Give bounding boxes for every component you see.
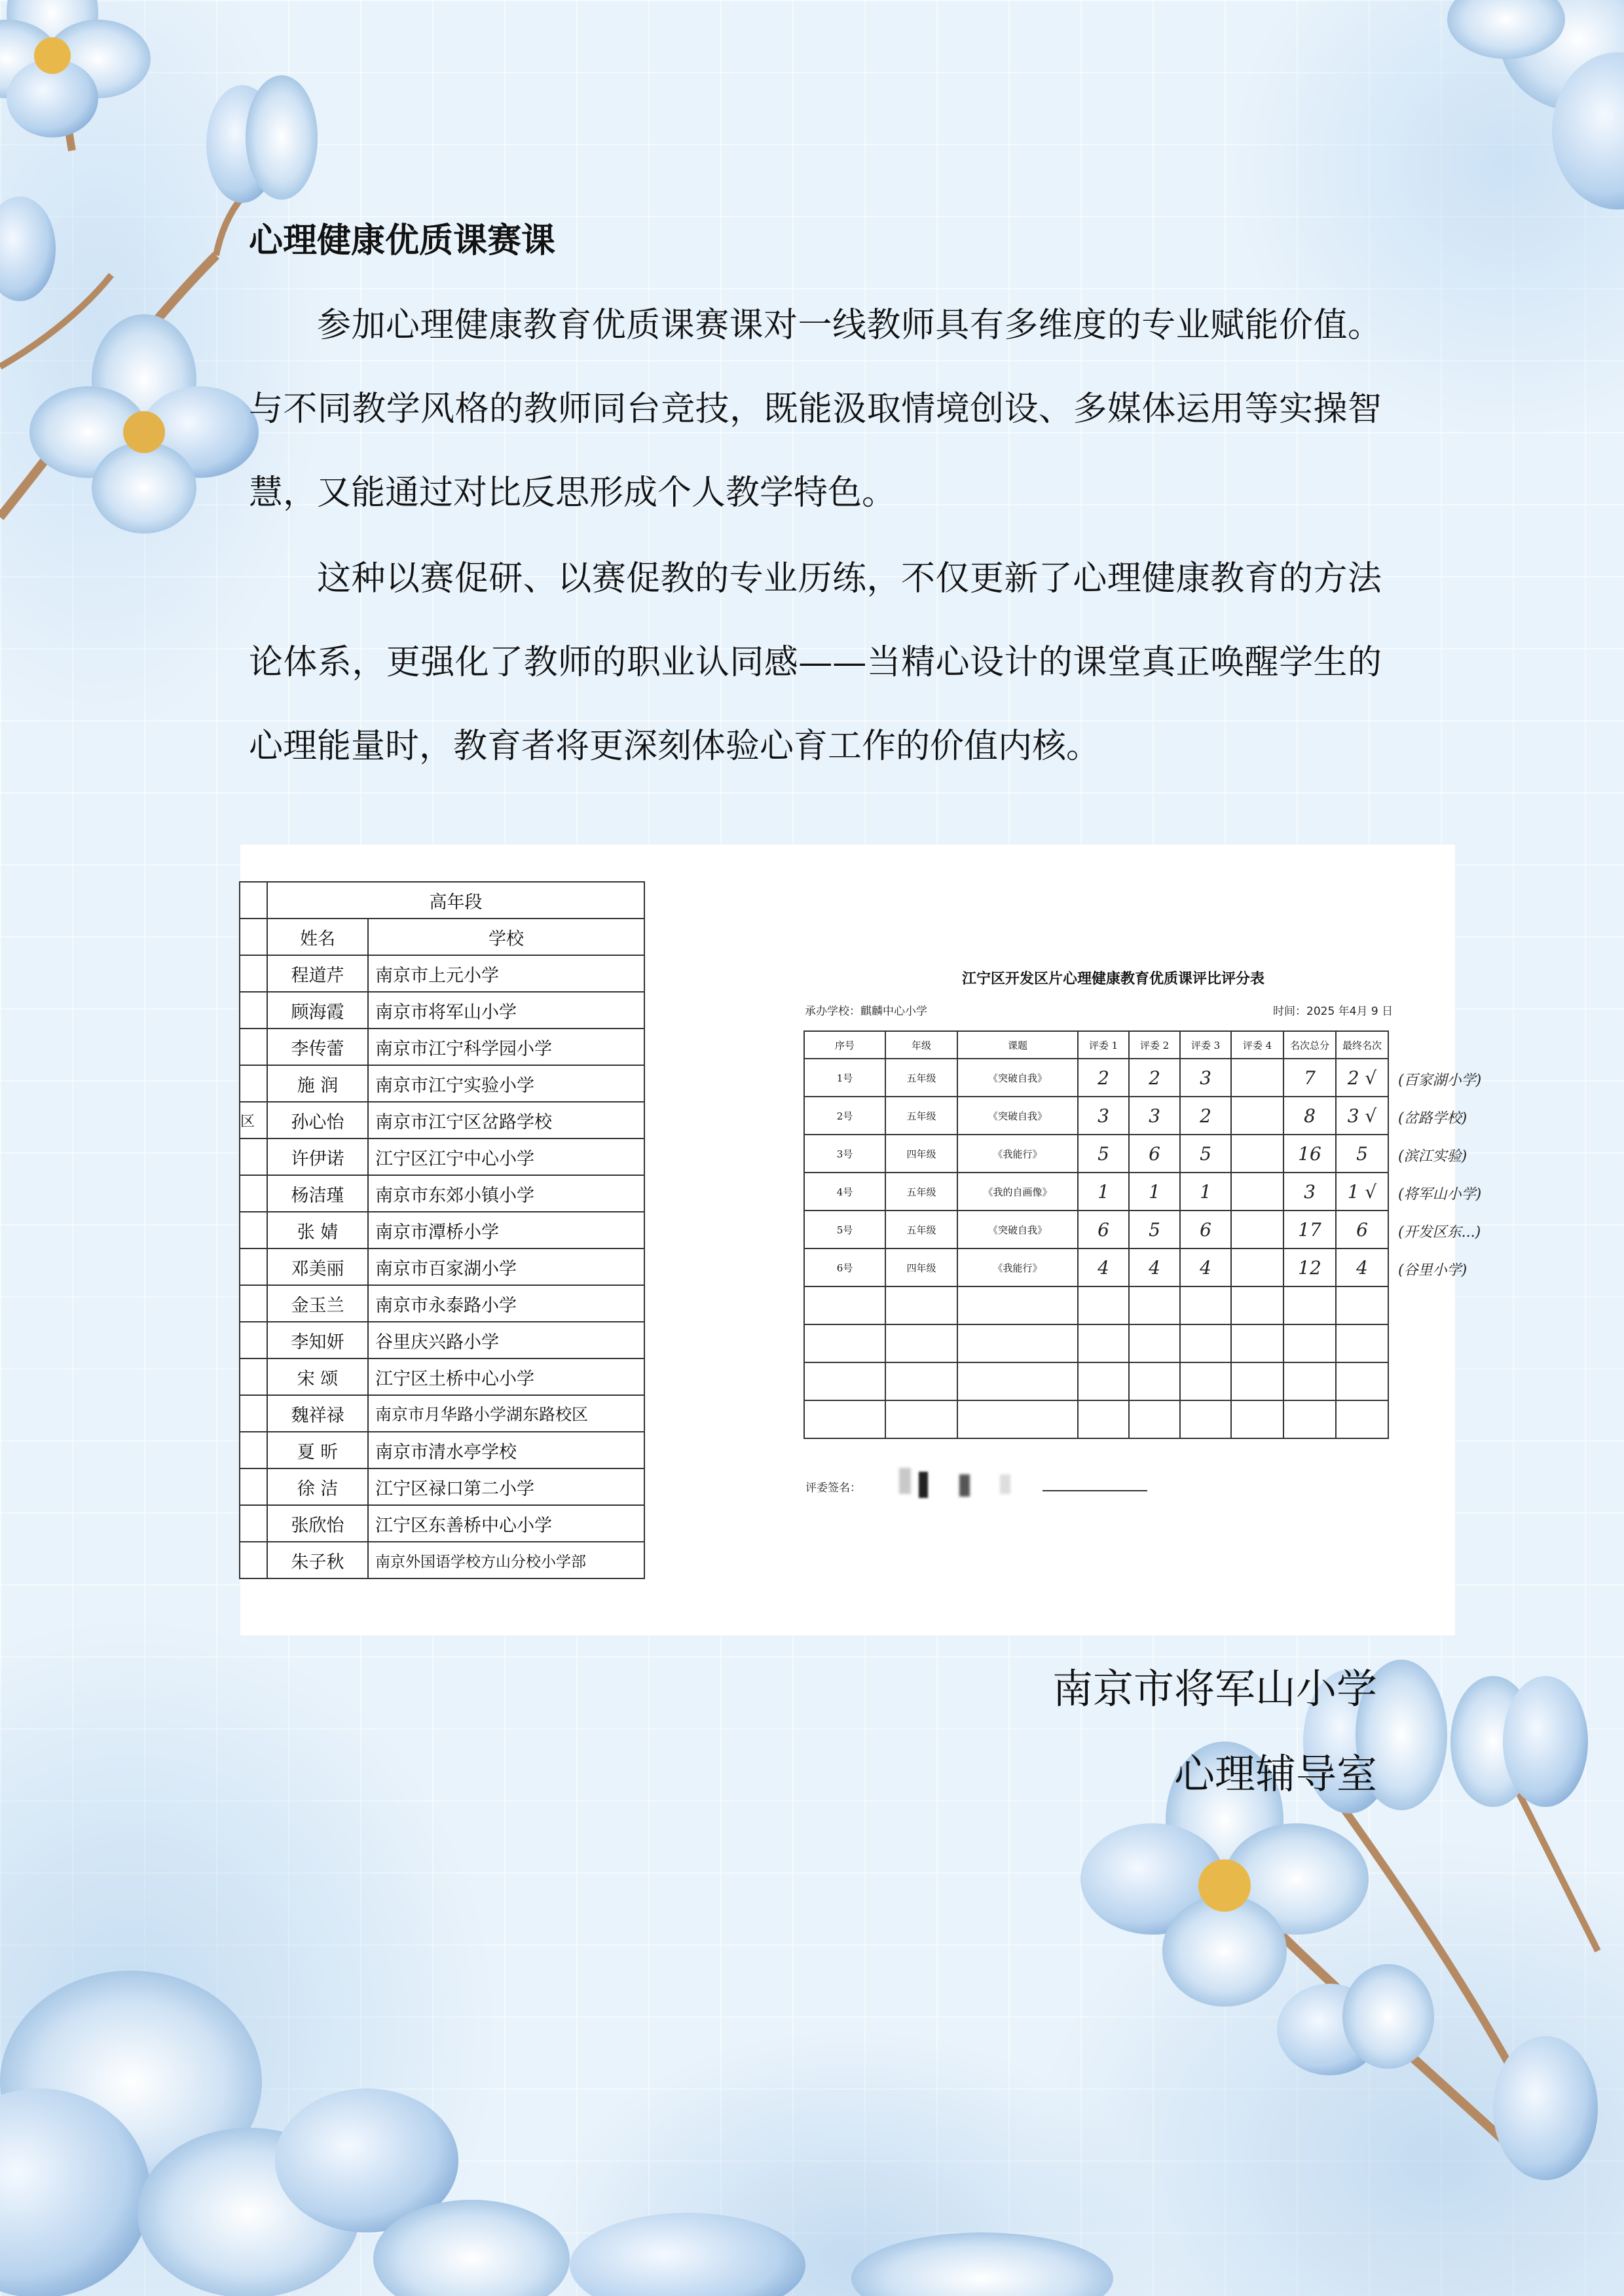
judge-signature-label: 评委签名： xyxy=(805,1482,861,1495)
roster-row: 宋 颂 江宁区土桥中心小学 xyxy=(240,1358,644,1395)
competition-photo xyxy=(240,845,1482,1635)
redacted-signature xyxy=(899,1468,911,1494)
score-row-empty xyxy=(804,1362,1388,1400)
score-header-row: 序号 年级 课题 评委 1 评委 2 评委 3 评委 4 名次总分 最终名次 xyxy=(804,1031,1388,1059)
roster-table xyxy=(239,881,645,1579)
score-row: 1号 五年级 《突破自我》 2 2 3 7 2 √ xyxy=(804,1059,1388,1097)
section-heading: 心理健康优质课赛课 xyxy=(249,221,556,261)
roster-header-school: 学校 xyxy=(368,919,644,955)
score-table xyxy=(803,1030,1389,1439)
handwritten-note: (百家湖小学) xyxy=(1398,1072,1482,1089)
handwritten-note: (将军山小学) xyxy=(1398,1186,1482,1203)
handwritten-note: (滨江实验) xyxy=(1398,1148,1467,1165)
roster-row: 朱子秋 南京外国语学校方山分校小学部 xyxy=(240,1542,644,1578)
score-row: 6号 四年级 《我能行》 4 4 4 12 4 xyxy=(804,1248,1388,1286)
score-row: 3号 四年级 《我能行》 5 6 5 16 5 xyxy=(804,1135,1388,1173)
handwritten-notes xyxy=(1398,1062,1482,1290)
roster-row: 魏祥禄 南京市月华路小学湖东路校区 xyxy=(240,1395,644,1432)
roster-row: 金玉兰 南京市永泰路小学 xyxy=(240,1285,644,1322)
signature-school: 南京市将军山小学 xyxy=(1052,1665,1377,1713)
roster-group-title: 高年段 xyxy=(267,882,644,919)
score-row: 4号 五年级 《我的自画像》 1 1 1 3 1 √ xyxy=(804,1173,1388,1211)
paragraph-1: 参加心理健康教育优质课赛课对一线教师具有多维度的专业赋能价值。与不同教学风格的教师同台竞技，既能汲取情境创设、多媒体运用等实操智慧，又能通过对比反思形成个人教学特色。 xyxy=(249,306,1382,513)
roster-row: 程道芹 南京市上元小学 xyxy=(240,955,644,992)
handwritten-note: (开发区东...) xyxy=(1398,1224,1481,1241)
roster-row: 李传蕾 南京市江宁科学园小学 xyxy=(240,1029,644,1065)
score-sheet-host: 承办学校：麒麟中心小学 xyxy=(805,1005,927,1018)
roster-row: 区 孙心怡 南京市江宁区岔路学校 xyxy=(240,1102,644,1139)
roster-row: 许伊诺 江宁区江宁中心小学 xyxy=(240,1139,644,1175)
roster-header-name: 姓名 xyxy=(267,919,368,955)
redacted-signature xyxy=(1000,1474,1010,1494)
roster-row: 杨洁瑾 南京市东郊小镇小学 xyxy=(240,1175,644,1212)
redacted-signature xyxy=(959,1474,970,1497)
handwritten-note: (岔路学校) xyxy=(1398,1110,1467,1127)
handwritten-note: (谷里小学) xyxy=(1398,1262,1467,1279)
roster-row: 徐 洁 江宁区禄口第二小学 xyxy=(240,1468,644,1505)
score-row: 2号 五年级 《突破自我》 3 3 2 8 3 √ xyxy=(804,1097,1388,1135)
roster-row: 张 婧 南京市潭桥小学 xyxy=(240,1212,644,1248)
score-row-empty xyxy=(804,1324,1388,1362)
signature-office: 心理辅导室 xyxy=(1173,1750,1377,1798)
score-row: 5号 五年级 《突破自我》 6 5 6 17 6 xyxy=(804,1211,1388,1248)
redacted-signature xyxy=(919,1472,928,1498)
roster-row: 顾海霞 南京市将军山小学 xyxy=(240,992,644,1029)
signature-line xyxy=(1043,1490,1147,1491)
roster-side-mark: 区 xyxy=(240,1102,267,1139)
roster-row: 施 润 南京市江宁实验小学 xyxy=(240,1065,644,1102)
score-sheet-title: 江宁区开发区片心理健康教育优质课评比评分表 xyxy=(962,970,1265,987)
score-row-empty xyxy=(804,1286,1388,1324)
roster-row: 邓美丽 南京市百家湖小学 xyxy=(240,1248,644,1285)
score-row-empty xyxy=(804,1400,1388,1438)
roster-row: 夏 昕 南京市清水亭学校 xyxy=(240,1432,644,1468)
roster-row: 李知妍 谷里庆兴路小学 xyxy=(240,1322,644,1358)
roster-row: 张欣怡 江宁区东善桥中心小学 xyxy=(240,1505,644,1542)
paragraph-2: 这种以赛促研、以赛促教的专业历练，不仅更新了心理健康教育的方法论体系，更强化了教师的职业认同感——当精心设计的课堂真正唤醒学生的心理能量时，教育者将更深刻体验心育工作的价值内核。 xyxy=(249,559,1382,766)
score-sheet-date: 时间：2025 年4月 9 日 xyxy=(1273,1005,1393,1018)
